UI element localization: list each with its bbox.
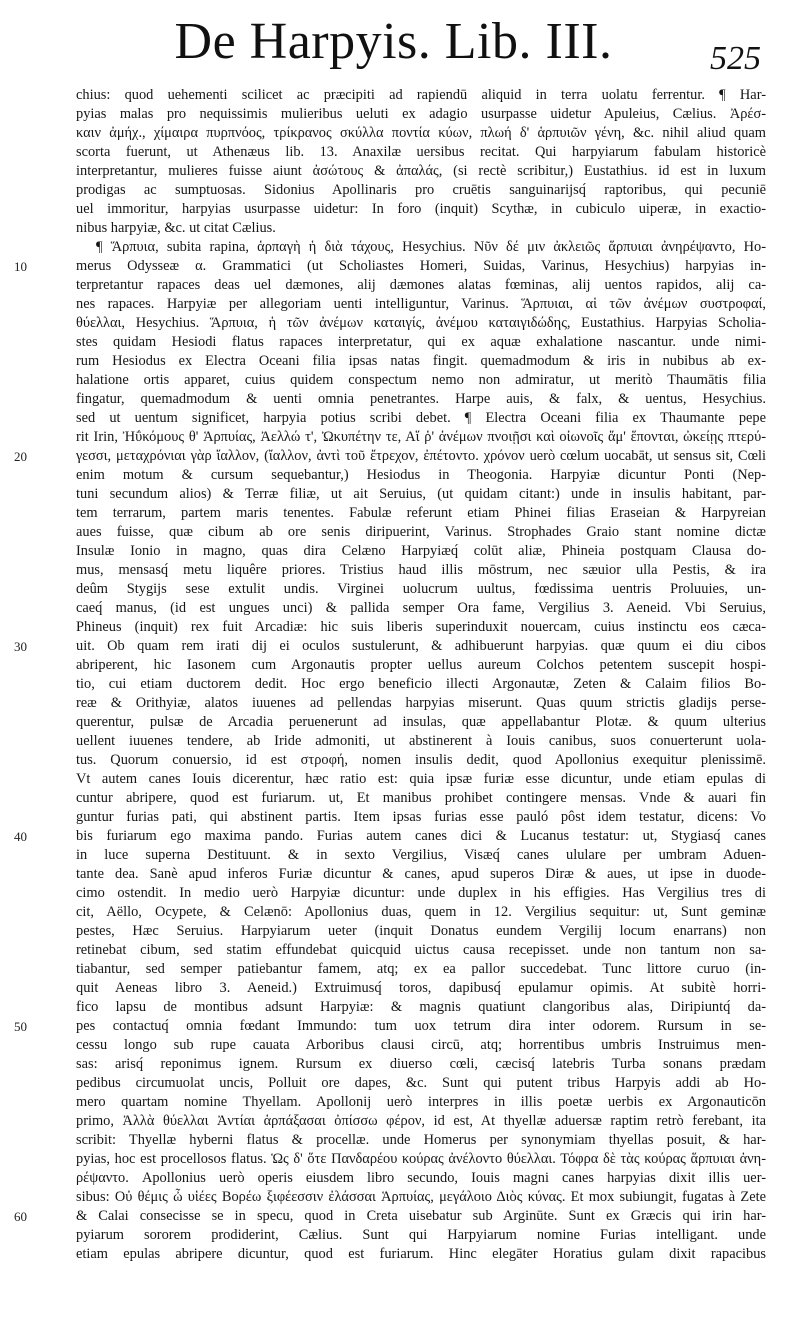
text-line: sas: arisq́ reponimus ignem. Rursum ex diuerso cœli, cæcisq́ latebris Turba sonans prædam bbox=[76, 1056, 766, 1072]
text-line: cuntur abripere, quod est furiarum. ut, Et manibus prohibet contingere mensas. Vnde & auari fin bbox=[76, 790, 766, 806]
text-line: uel immoritur, harpyias usurpasse uidetur: In foro (inquit) Scythæ, in cubiculo uiperæ, in exactio- bbox=[76, 201, 766, 217]
text-line: mero quartam nomine Thyellam. Apollonij uerò interpres in illis poetæ uerbis ex Argonauticōn bbox=[76, 1094, 766, 1110]
text-line: tiabantur, sed semper patiebantur famem, atq; ex ea pallor succedebat. Tunc littore curuo (in- bbox=[76, 961, 766, 977]
line-number-margin: 10 bbox=[14, 259, 27, 274]
line-number-margin: 40 bbox=[14, 829, 27, 844]
text-line: Phineus (inquit) rex fuit Arcadiæ: hic suis liberis superinduxit nouercam, cuius instinctu eos cæca- bbox=[76, 619, 766, 635]
text-line: καιν ἀμήχ., χίμαιρα πυρπνόος, τρίκρανος σκύλλα ποντία κύων, πλωή δ' ἁρπυιῶν γένη, &c. nihil aliud quam bbox=[76, 125, 766, 141]
text-line: tuni secundum alios) & Terræ filiæ, ut ait Seruius, (ut quidam citant:) unde in insulis habitant, par- bbox=[76, 486, 766, 502]
text-line: cessu longo sub rupe cauata Arboribus clausi circū, atq; horrentibus umbris Instruimus men- bbox=[76, 1037, 766, 1053]
text-line: sibus: Οὐ θέμις ὦ υἱέες Βορέω ξιφέεσσιν ἐλάσσαι Ἁρπυίας, μεγάλοιο Διὸς κύνας. Et mox subiungit, fugatas à Zete bbox=[76, 1189, 766, 1205]
text-line: aues fuisse, quæ cibum ab ore senis diripuerint, Varinus. Strophades Graio stant nomine dictæ bbox=[76, 524, 766, 540]
text-line: nibus harpyiæ, &c. ut citat Cælius. bbox=[76, 220, 276, 236]
text-line: merus Odysseæ α. Grammatici (ut Scholiastes Homeri, Suidas, Varinus, Hesychius) harpyias in- bbox=[76, 258, 766, 274]
text-line: bis furiarum ego maxima pando. Furias autem canes dici & Lucanus testatur: ut, Stygiasq́ canes bbox=[76, 828, 766, 844]
text-line: mus, mensasq́ metu liquêre priores. Tristius haud illis mōstrum, nec sæuior ulla Pestis, & ira bbox=[76, 562, 766, 578]
text-line: & Calai consecisse se in specu, quod in Creta uisebatur sub Arginūte. Sunt ex Græcis qui irin har- bbox=[76, 1208, 766, 1224]
text-line: pyias, hoc est procellosos flatus. Ὡς δ' ὅτε Πανδαρέου κούρας ἀνέλοντο θύελλαι. Τόφρα δὲ τὰς κούρας ἅρπυιαι ἀνη- bbox=[76, 1151, 766, 1167]
running-head: De Harpyis. Lib. III. bbox=[174, 13, 613, 70]
text-line bbox=[76, 1264, 766, 1283]
line-number-margin: 60 bbox=[14, 1209, 27, 1224]
text-line: rit Irin, Ἠΰκόμους θ' Ἁρπυίας, Ἀελλώ τ', Ὠκυπέτην τε, Αἵ ῥ' ἀνέμων πνοιῇσι καὶ οἰωνοῖς ἅμ' ἕπονται, ὠκείῃς πτερύ- bbox=[76, 429, 766, 445]
text-line: tem terrarum, partem maris tenentes. Fabulæ referunt etiam Phinei filias Eraseian & Harpyreian bbox=[76, 505, 766, 521]
text-line: Vt autem canes Iouis dicerentur, hæc ratio est: quia ipsæ furiæ esse dicuntur, unde etiam epulas di bbox=[76, 771, 766, 787]
text-line: cit, Aëllo, Ocypete, & Celænō: Apollonius duas, quem in 12. Vergilius sequitur: ut, Sunt geminæ bbox=[76, 904, 766, 920]
text-line: pyiarum sororem prodiderint, Cælius. Sunt qui Harpyiarum nomine Furias intelligant. unde bbox=[76, 1227, 766, 1243]
text-line: uit. Ob quam rem irati dij ei oculos sustulerunt, & adhibuerunt harpyias. quæ quum ei diu cibos bbox=[76, 638, 766, 654]
text-line: retinebat cibum, sed statim effundebat quicquid uictus causa recepisset. unde non tantum non sa- bbox=[76, 942, 766, 958]
text-line: fico lapsu de montibus adsunt Harpyiæ: & magnis quatiunt clangoribus alas, Diripiuntq́ da- bbox=[76, 999, 766, 1015]
text-line: deûm Stygijs sese extulit undis. Virginei uolucrum uultus, fœdissima uentris Proluuies, un- bbox=[76, 581, 766, 597]
text-line: interpretantur, mulieres fuisse aiunt ἀσώτους & ἀπαλάς, (si rectè scribitur,) Eustathius. id est in luxum bbox=[76, 163, 766, 179]
text-line: tio, cui etiam ductorem dedit. Hoc ergo beneficio illecti Argonautæ, Zeten & Calaim filios Bo- bbox=[76, 676, 766, 692]
text-line: nes rapaces. Harpyiæ per allegoriam uenti intelliguntur, Varinus. Ἅρπυιαι, αἱ τῶν ἀνέμων συστροφαί, bbox=[76, 296, 766, 312]
text-line: querentur, pulsæ de Arcadia peruenerunt ad insulas, quæ appellabantur Plotæ. & quum ulterius bbox=[76, 714, 766, 730]
text-line: pyias malas pro nequissimis mulieribus ueluti ex adagio usurpasse uidetur Apuleius, Cælius. Ἀρέσ- bbox=[76, 106, 766, 122]
text-line: halatione ortis apparet, cuius quidem conspectum nemo non admiratur, ut meritò Thaumātis filia bbox=[76, 372, 766, 388]
text-line: ¶ Ἅρπυια, subita rapina, ἁρπαγὴ ἡ διὰ τάχους, Hesychius. Νῦν δέ μιν ἀκλειῶς ἅρπυιαι ἀνηρέψαντο, Ho- bbox=[96, 239, 766, 255]
text-line: tante dea. Sanè apud inferos Furiæ dicuntur & canes, apud superos Diræ & aues, ut ipse in duode- bbox=[76, 866, 766, 882]
text-line: ρέψαντο. Apollonius uerò operis eiusdem libro secundo, Iouis magni canes harpyias dixit illis uer- bbox=[76, 1170, 766, 1186]
text-line: prodigas ac sumptuosas. Sidonius Apollinaris pro cruētis sanguinarijsq́ raptoribus, qui pecuniē bbox=[76, 182, 766, 198]
line-number-margin: 50 bbox=[14, 1019, 27, 1034]
text-line: Insulæ Ionio in magno, quas dira Celæno Harpyiæq́ colūt aliæ, Phineia postquam Clausa do- bbox=[76, 543, 766, 559]
line-number-margin: 20 bbox=[14, 449, 27, 464]
text-line: cimo ostendit. In medio uerò Harpyiæ dicuntur: unde duplex in his effigies. Has Vergilius tres di bbox=[76, 885, 766, 901]
line-number-margin: 30 bbox=[14, 639, 27, 654]
text-line: sed ut uentum significet, harpyia potius scribi debet. ¶ Electra Oceani filia ex Thaumante pepe bbox=[76, 410, 766, 426]
text-line: reæ & Orithyiæ, alatos iuuenes ad pellendas harpyias miserunt. Quas quum strictis gladijs perse- bbox=[76, 695, 766, 711]
text-line: quit Aeneas libro 3. Aeneid.) Extruimusq́ toros, dapibusq́ epulamur opimis. At subitè horri- bbox=[76, 980, 766, 996]
text-line: terpretantur rapaces deas uel dæmones, alij dæmones alatas fœminas, alij uentos rapidos, alij ca- bbox=[76, 277, 766, 293]
text-line bbox=[76, 1283, 766, 1302]
text-line: guntur furias pati, qui abstinent partis. Item ipsas furias esse pauló pôst idem testatur, dicens: Vo bbox=[76, 809, 766, 825]
text-line: pedibus circumuolat uncis, Polluit ore dapes, &c. Sunt qui putent tribus Harpyis addi ab Ho- bbox=[76, 1075, 766, 1091]
text-line: θύελλαι, Hesychius. Ἅρπυια, ἡ τῶν ἀνέμων καταιγίς, ἀνέμου καταιγιδώδης, Eustathius. Harpyias Scholia- bbox=[76, 315, 766, 331]
text-line: in luce superna Destituunt. & in sexto Vergilius, Visæq́ canes ululare per umbram Aduen- bbox=[76, 847, 766, 863]
text-line: caeq́ manus, (id est ungues unci) & pallida semper Ora fame, Vergilius 3. Aeneid. Vbi Seruius, bbox=[76, 600, 766, 616]
text-line: scribit: Thyellæ hyberni flatus & procellæ. unde Homerus per synonymiam thyellas posuit, & har- bbox=[76, 1132, 766, 1148]
text-line: rum Hesiodus ex Electra Oceani filia ipsas natas fingit. quemadmodum & iris in nubibus ab ex- bbox=[76, 353, 766, 369]
text-line: uellent iuuenes tendere, ab Iride admoniti, ut abstinerent à Iouis canibus, suos conuerterunt uola- bbox=[76, 733, 766, 749]
text-line: primo, Ἀλλὰ θύελλαι Ἀντίαι ἁρπάξασαι ὀπίσσω φέρον, id est, At thyellæ aduersæ raptim retrò ferebant, ita bbox=[76, 1113, 766, 1129]
text-line: pestes, Hæc Seruius. Harpyiarum ueter (inquit Donatus eundem Vergilij locum enarrans) non bbox=[76, 923, 766, 939]
text-line: stes quidam Hesiodi flatus rapaces interpretatur, qui ex aquæ exhalatione nascantur. unde nimi- bbox=[76, 334, 766, 350]
text-line: tus. Quorum conuersio, id est στροφή, nomen insulis dedit, quod Apollonius exequitur plenissimē. bbox=[76, 752, 766, 768]
text-line: abriperent, hic Iasonem cum Argonautis propter uellus aureum Colchos petentem suscepit hospi- bbox=[76, 657, 766, 673]
text-line: chius: quod uehementi scilicet ac præcipiti ad rapiendū aliquid in terra uolatu ferrentur. ¶ Har- bbox=[76, 87, 766, 103]
text-line: enim motum & cursum sequebantur,) Hesiodus in Theogonia. Harpyiæ dicuntur Ponti (Nep- bbox=[76, 467, 766, 483]
page-number: 525 bbox=[710, 40, 761, 77]
text-line: etiam epulas abripere dicuntur, quod est furiarum. Hinc elegāter Horatius gulam dixit rapacibus bbox=[76, 1246, 766, 1262]
text-line: γεσσι, μεταχρόνιαι γὰρ ἴαλλον, (ἴαλλον, ἀντὶ τοῦ ἔτρεχον, ἐπέτοντο. χρόνον uerò cœlum uocabāt, ut sensus sit, Cœli bbox=[76, 448, 766, 464]
text-line: fingatur, quemadmodum & uenti omnia penetrantes. Harpe auis, & falx, & uentus, Hesychius. bbox=[76, 391, 766, 407]
text-line: scorta fuerunt, ut Athenæus lib. 13. Anaxilæ uersibus recitat. Qui harpyiarum fabulam historicè bbox=[76, 144, 766, 160]
text-line: pes contactuq́ omnia fœdant Immundo: tum uox tetrum dira inter odorem. Rursum in se- bbox=[76, 1018, 766, 1034]
